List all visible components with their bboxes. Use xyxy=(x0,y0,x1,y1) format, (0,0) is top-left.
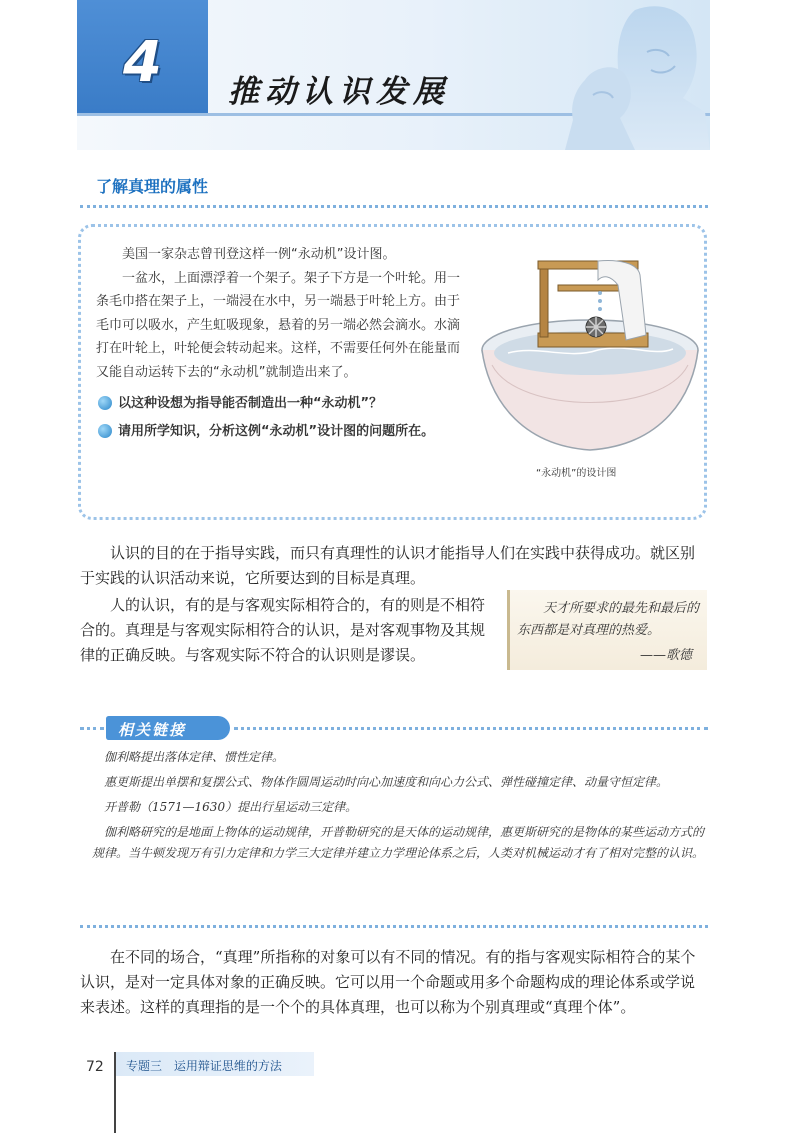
section-dotted-rule xyxy=(80,205,708,208)
quote-author: ——歌德 xyxy=(640,648,693,663)
footer-topic xyxy=(126,1057,282,1074)
body-paragraph-1: 认识的目的在于指导实践，而只有真理性的认识才能指导人们在实践中获得成功。就区别于实践的认识活动来说，它所要达到的目标是真理。 xyxy=(80,544,696,587)
exploration-question: 请用所学知识，分析这例“永动机”设计图的问题所在。 xyxy=(96,420,461,444)
body-paragraph-3: 在不同的场合，“真理”所指称的对象可以有不同的情况。有的指与客观实际相符合的某个认识，是对一定具体对象的正确反映。它可以用一个命题或用多个命题构成的理论体系或学说来表述。这样的真理指的是一个个的具体真理，也可以称为个别真理或“真理个体”。 xyxy=(80,948,696,1016)
exploration-paragraph: 一盆水，上面漂浮着一个架子。架子下方是一个叶轮。用一条毛巾搭在架子上，一端浸在水中，另一端悬于叶轮上方。由于毛巾可以吸水，产生虹吸现象，悬着的另一端必然会滴水。水滴打在叶轮上，叶轮便会转动起来。这样，不需要任何外在能量而又能自动运转下去的“永动机”就制造出来了。 xyxy=(96,270,461,380)
related-dotted-rule-left xyxy=(80,727,104,730)
section-title: 了解真理的属性 xyxy=(96,177,209,196)
illustration-caption: “永动机”的设计图 xyxy=(536,468,617,479)
related-dotted-rule-right xyxy=(234,727,708,730)
related-item: 开普勒（1571—1630）提出行星运动三定律。 xyxy=(104,800,358,814)
footer-divider xyxy=(114,1052,116,1133)
bullet-icon xyxy=(98,424,112,438)
body-paragraph-2: 人的认识，有的是与客观实际相符合的，有的则是不相符合的。真理是与客观实际相符合的认识，是对客观事物及其规律的正确反映。与客观实际不符合的认识则是谬误。 xyxy=(80,596,486,664)
exploration-question: 以这种设想为指导能否制造出一种“永动机”？ xyxy=(96,392,461,416)
footer-topic-number: 专题三 xyxy=(126,1059,163,1073)
exploration-text xyxy=(96,243,461,443)
philosopher-portrait-illustration xyxy=(565,0,710,150)
bullet-icon xyxy=(98,396,112,410)
quote-text: 天才所要求的最先和最后的东西都是对真理的热爱。 xyxy=(517,601,700,638)
footer-topic-title: 运用辩证思维的方法 xyxy=(173,1059,282,1073)
related-item: 伽利略提出落体定律、惯性定律。 xyxy=(104,750,285,764)
chapter-title: 推动认识发展 xyxy=(228,74,450,110)
related-bottom-dotted-rule xyxy=(80,925,708,928)
chapter-number: 4 xyxy=(123,30,162,95)
exploration-paragraph: 美国一家杂志曾刊登这样一例“永动机”设计图。 xyxy=(122,247,396,262)
related-links-label: 相关链接 xyxy=(118,721,187,739)
perpetual-motion-illustration xyxy=(478,245,703,460)
related-links-text xyxy=(92,747,710,868)
related-item: 伽利略研究的是地面上物体的运动规律，开普勒研究的是天体的运动规律，惠更斯研究的是物体的某些运动方式的规律。当牛顿发现万有引力定律和力学三大定律并建立力学理论体系之后，人类对机械运动才有了相对完整的认识。 xyxy=(92,825,705,860)
related-item: 惠更斯提出单摆和复摆公式、物体作圆周运动时向心加速度和向心力公式、弹性碰撞定律、动量守恒定律。 xyxy=(104,775,669,789)
page-number: 72 xyxy=(86,1059,104,1075)
